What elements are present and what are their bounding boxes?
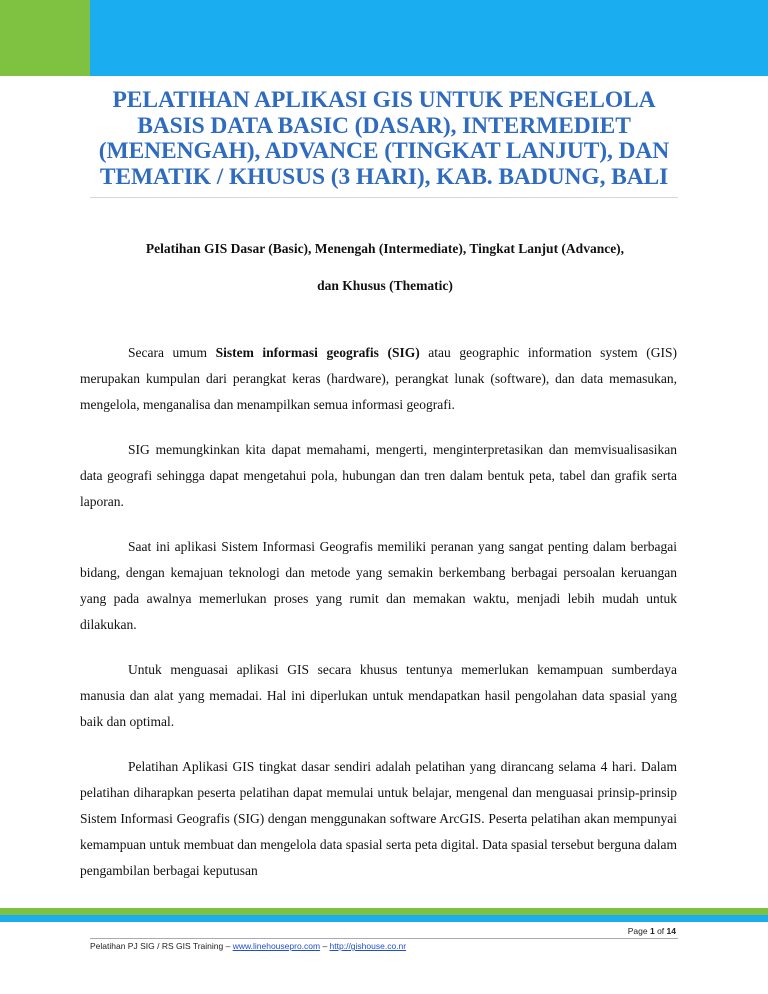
paragraph-1	[80, 340, 677, 418]
page-label: Page	[627, 926, 650, 936]
document-title	[92, 88, 676, 190]
p1-bold-term: Sistem informasi geografis (SIG)	[215, 345, 420, 360]
paragraph-5: Pelatihan Aplikasi GIS tingkat dasar sendiri adalah pelatihan yang dirancang selama 4 hari. Dalam pelatihan diharapkan peserta pelatihan dapat memulai untuk belajar, mengenal dan menguasai prinsip-prinsip Sistem Informasi Geografis (SIG) dengan menggunakan software ArcGIS. Peserta pelatihan akan mempunyai kemampuan untuk membuat dan mengelola data spasial serta peta digital. Data spasial tersebut berguna dalam pengambilan berbagai keputusan	[80, 759, 677, 878]
subtitle-line-1: Pelatihan GIS Dasar (Basic), Menengah (Intermediate), Tingkat Lanjut (Advance),	[145, 241, 625, 256]
page-number	[628, 926, 676, 936]
title-divider	[90, 197, 678, 198]
footer-link-linehousepro[interactable]: www.linehousepro.com	[232, 941, 321, 951]
page-current: 1	[649, 926, 655, 936]
footer-link-gishouse[interactable]: http://gishouse.co.nr	[329, 941, 407, 951]
footer-text	[90, 941, 406, 951]
title-line-2: BASIS DATA BASIC (DASAR), INTERMEDIET	[137, 112, 631, 139]
page-total: 14	[666, 926, 676, 936]
paragraph-4: Untuk menguasai aplikasi GIS secara khusus tentunya memerlukan kemampuan sumberdaya manusia dan alat yang memadai. Hal ini diperlukan untuk mendapatkan hasil pengolahan data spasial yang baik dan optimal.	[80, 662, 677, 729]
body-text	[80, 340, 677, 903]
footer-blue-band	[0, 915, 768, 922]
p1-rest: atau geographic information system (GIS) merupakan kumpulan dari perangkat keras (hardware), perangkat lunak (software), dan data memasukan, mengelola, menganalisa dan menampilkan semua informasi geografi.	[80, 345, 677, 412]
footer-green-band	[0, 908, 768, 915]
p1-prefix: Secara umum	[128, 345, 216, 360]
title-line-1: PELATIHAN APLIKASI GIS UNTUK PENGELOLA	[112, 87, 656, 113]
header-blue-band	[90, 0, 768, 76]
paragraph-2: SIG memungkinkan kita dapat memahami, mengerti, menginterpretasikan dan memvisualisasikan data geografi sehingga dapat mengetahui pola, hubungan dan tren dalam bentuk peta, tabel dan grafik serta laporan.	[80, 442, 677, 509]
title-line-3: (MENENGAH), ADVANCE (TINGKAT LANJUT), DAN	[98, 138, 670, 164]
header-green-band	[0, 0, 90, 76]
title-line-4: TEMATIK / KHUSUS (3 HARI), KAB. BADUNG, BALI	[99, 163, 669, 190]
subtitle-line-2: dan Khusus (Thematic)	[317, 278, 453, 293]
footer-prefix: Pelatihan PJ SIG / RS GIS Training –	[90, 941, 233, 951]
page-of: of	[654, 926, 667, 936]
footer-divider	[90, 938, 678, 939]
footer-separator: –	[320, 941, 330, 951]
paragraph-3: Saat ini aplikasi Sistem Informasi Geografis memiliki peranan yang sangat penting dalam berbagai bidang, dengan kemajuan teknologi dan metode yang semakin berkembang berbagai persoalan keruangan yang pada awalnya memerlukan proses yang rumit dan memakan waktu, menjadi lebih mudah untuk dilakukan.	[80, 539, 677, 632]
